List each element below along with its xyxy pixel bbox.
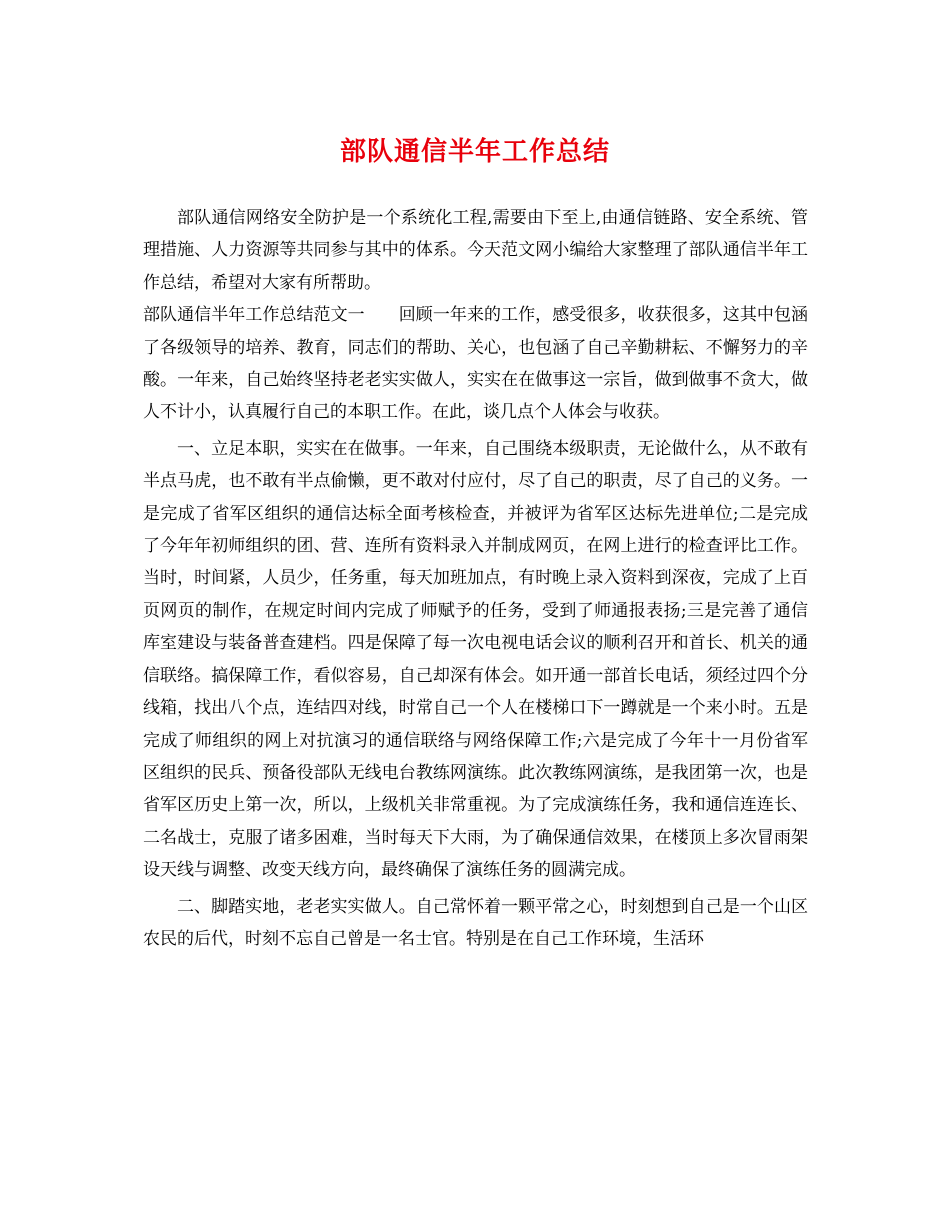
section-two-paragraph: 二、脚踏实地，老老实实做人。自己常怀着一颗平常之心，时刻想到自己是一个山区农民的后代，时刻不忘自己曾是一名士官。特别是在自己工作环境，生活环 [143, 896, 808, 949]
intro-paragraph: 部队通信网络安全防护是一个系统化工程,需要由下至上,由通信链路、安全系统、管理措施、人力资源等共同参与其中的体系。今天范文网小编给大家整理了部队通信半年工作总结，希望对大家有所帮助。 [143, 208, 808, 293]
sample-heading: 部队通信半年工作总结范文一 [143, 305, 365, 326]
document-title: 部队通信半年工作总结 [339, 137, 610, 167]
section-one-paragraph: 一、立足本职，实实在在做事。一年来，自己围绕本级职责，无论做什么，从不敢有半点马虎，也不敢有半点偷懒，更不敢对付应付，尽了自己的职责，尽了自己的义务。一是完成了省军区组织的通信达标全面考核检查，并被评为省军区达标先进单位;二是完成了今年年初师组织的团、营、连所有资料录入并制成网页，在网上进行的检查评比工作。当时，时间紧，人员少，任务重，每天加班加点，有时晚上录入资料到深夜，完成了上百页网页的制作，在规定时间内完成了师赋予的任务，受到了师通报表扬;三是完善了通信库室建设与装备普查建档。四是保障了每一次电视电话会议的顺利召开和首长、机关的通信联络。搞保障工作，看似容易，自己却深有体会。如开通一部首长电话，须经过四个分线箱，找出八个点，连结四对线，时常自己一个人在楼梯口下一蹲就是一个来小时。五是完成了师组织的网上对抗演习的通信联络与网络保障工作;六是完成了今年十一月份省军区组织的民兵、预备役部队无线电台教练网演练。此次教练网演练，是我团第一次，也是省军区历史上第一次，所以，上级机关非常重视。为了完成演练任务，我和通信连连长、二名战士，克服了诸多困难，当时每天下大雨，为了确保通信效果，在楼顶上多次冒雨架设天线与调整、改变天线方向，最终确保了演练任务的圆满完成。 [143, 438, 808, 881]
document-body [143, 202, 808, 955]
sample-lead-text: 回顾一年来的工作，感受很多，收获很多，这其中包涵了各级领导的培养、教育，同志们的帮助、关心，也包涵了自己辛勤耕耘、不懈努力的辛酸。一年来，自己始终坚持老老实实做人，实实在在做事这一宗旨，做到做事不贪大，做人不计小，认真履行自己的本职工作。在此，谈几点个人体会与收获。 [143, 305, 809, 423]
sample-paragraph [143, 299, 808, 429]
